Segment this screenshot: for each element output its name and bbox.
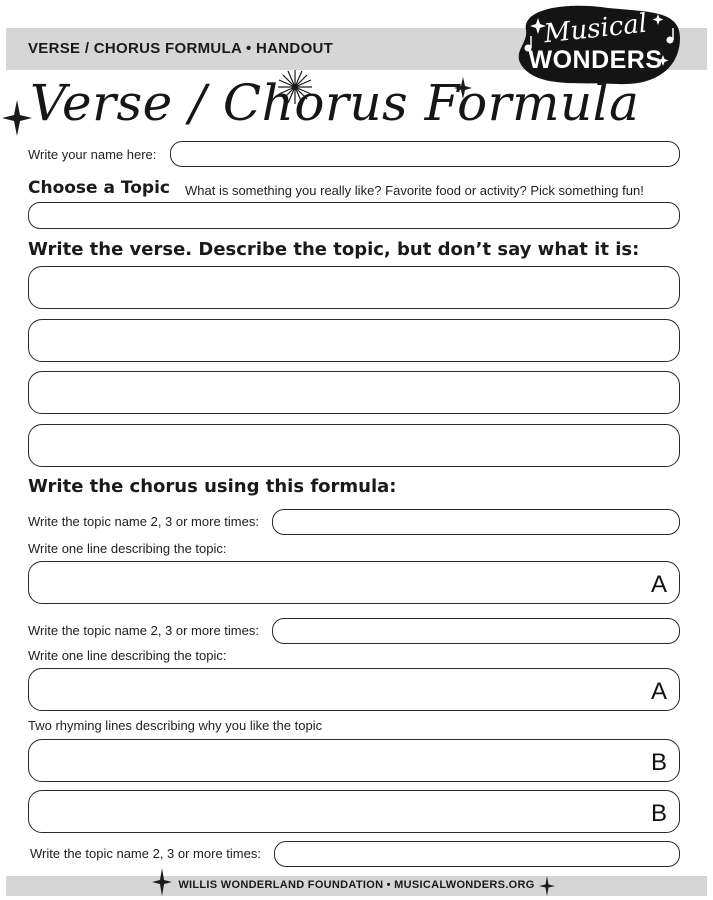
chorus-topic-label-3: Write the topic name 2, 3 or more times: bbox=[30, 846, 261, 861]
verse-line-4-input[interactable] bbox=[28, 424, 680, 467]
chorus-heading: Write the chorus using this formula: bbox=[28, 476, 397, 497]
verse-line-1-input[interactable] bbox=[28, 266, 680, 309]
choose-topic-heading: Choose a Topic bbox=[28, 178, 170, 198]
verse-heading: Write the verse. Describe the topic, but don’t say what it is: bbox=[28, 239, 640, 260]
chorus-topic-input-1[interactable] bbox=[272, 509, 680, 535]
chorus-rhyme-input-2[interactable] bbox=[28, 790, 680, 833]
chorus-topic-input-2[interactable] bbox=[272, 618, 680, 644]
logo-text-wonders: WONDERS bbox=[528, 46, 663, 74]
verse-line-2-input[interactable] bbox=[28, 319, 680, 362]
name-label: Write your name here: bbox=[28, 147, 157, 162]
rhyme-marker-b1: B bbox=[651, 749, 668, 776]
sparkle-icon bbox=[152, 868, 172, 896]
footer-text: WILLIS WONDERLAND FOUNDATION • MUSICALWONDERS.ORG bbox=[178, 879, 535, 891]
chorus-topic-input-3[interactable] bbox=[274, 841, 680, 867]
rhyme-marker-a1: A bbox=[651, 571, 668, 598]
header-title: VERSE / CHORUS FORMULA • HANDOUT bbox=[28, 40, 334, 57]
chorus-describe-label-1: Write one line describing the topic: bbox=[28, 541, 227, 556]
footer-bar bbox=[6, 876, 707, 896]
logo-text-musical: Musical bbox=[542, 8, 649, 50]
topic-input[interactable] bbox=[28, 202, 680, 229]
sparkle-icon bbox=[539, 876, 555, 896]
choose-topic-hint: What is something you really like? Favorite food or activity? Pick something fun! bbox=[185, 183, 644, 198]
verse-line-3-input[interactable] bbox=[28, 371, 680, 414]
name-input[interactable] bbox=[170, 141, 680, 167]
chorus-topic-label-1: Write the topic name 2, 3 or more times: bbox=[28, 514, 259, 529]
rhyme-marker-a2: A bbox=[651, 678, 668, 705]
chorus-describe-input-2[interactable] bbox=[28, 668, 680, 711]
chorus-rhyming-label: Two rhyming lines describing why you like the topic bbox=[28, 718, 323, 733]
chorus-topic-label-2: Write the topic name 2, 3 or more times: bbox=[28, 623, 259, 638]
sparkle-icon bbox=[2, 100, 32, 136]
page-title: Verse / Chorus Formula bbox=[30, 74, 640, 132]
chorus-describe-input-1[interactable] bbox=[28, 561, 680, 604]
rhyme-marker-b2: B bbox=[651, 800, 668, 827]
chorus-describe-label-2: Write one line describing the topic: bbox=[28, 648, 227, 663]
chorus-rhyme-input-1[interactable] bbox=[28, 739, 680, 782]
